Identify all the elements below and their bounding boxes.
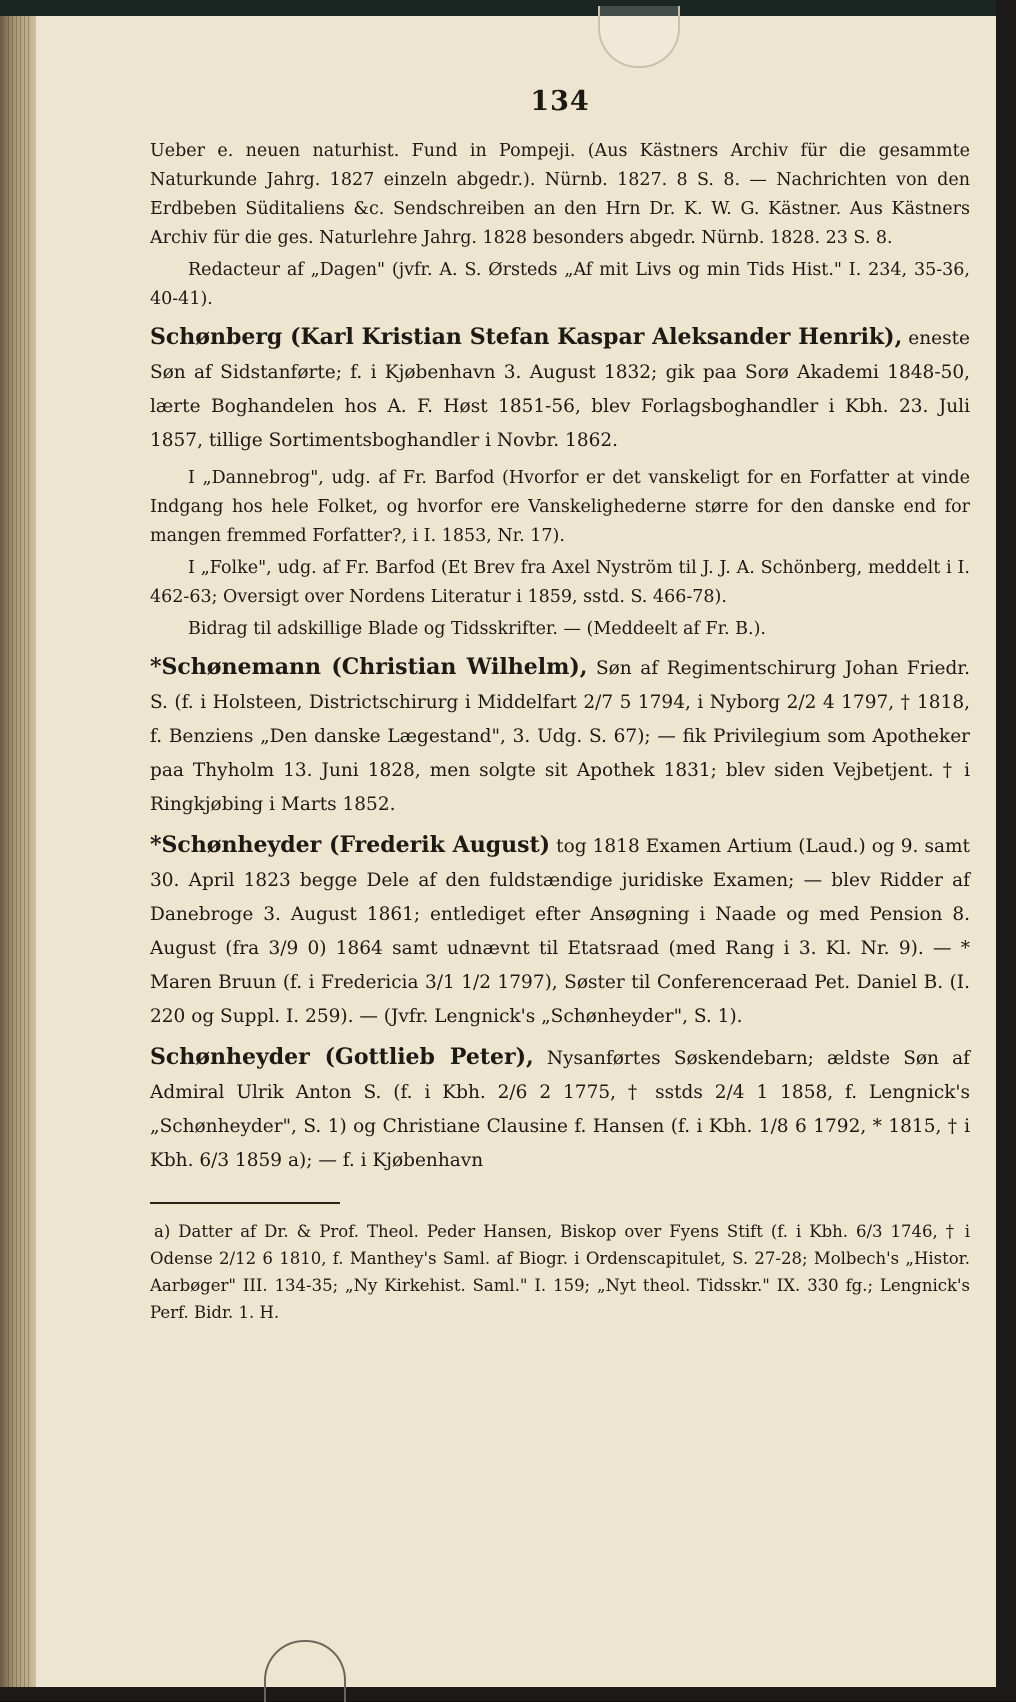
entry-name: Schønheyder (Gottlieb Peter), (150, 1044, 534, 1070)
entry-name: *Schønemann (Christian Wilhelm), (150, 654, 588, 680)
paragraph-folke: I „Folke", udg. af Fr. Barfod (Et Brev fra Axel Nyström til J. J. A. Schönberg, meddelt i I. 462-63; Oversigt over Nordens Literatur i 1859, sstd. S. 466-78). (150, 558, 970, 607)
entry-text: Søn af Regimentschirurg Johan Friedr. S. (f. i Holsteen, Districtschirurg i Middelfart 2/7 5 1794, i Nyborg 2/2 4 1797, † 1818, f. Benziens „Den danske Lægestand", 3. Udg. S. 67); — fik Privilegium som Apotheker paa Thyholm 13. Juni 1828, men solgte sit Apothek 1831; blev siden Vejbetjent. † i Ringkjøbing i Marts 1852. (150, 658, 970, 815)
entry-schonheyder-gottlieb (150, 1040, 970, 1178)
entry-schonemann (150, 650, 970, 822)
entry-name: Schønberg (Karl Kristian Stefan Kaspar Aleksander Henrik), (150, 324, 903, 350)
scan-top-edge (0, 0, 1016, 16)
page-number: 134 (530, 86, 590, 117)
paragraph-pompeji: Ueber e. neuen naturhist. Fund in Pompeji. (Aus Kästners Archiv für die gesammte Naturkunde Jahrg. 1827 einzeln abgedr.). Nürnb. 1827. 8 S. 8. — Nachrichten von den Erdbeben Süditaliens &c. Sendschreiben an den Hrn Dr. K. W. G. Kästner. Aus Kästners Archiv für die ges. Naturlehre Jahrg. 1828 besonders abgedr. Nürnb. 1828. 23 S. 8. (150, 141, 970, 248)
page-content (150, 86, 970, 1326)
entry-text: Nysanførtes Søskendebarn; ældste Søn af Admiral Ulrik Anton S. (f. i Kbh. 2/6 2 1775, † sstds 2/4 1 1858, f. Lengnick's „Schønheyder", S. 1) og Christiane Clausine f. Hansen (f. i Kbh. 1/8 6 1792, * 1815, † i Kbh. 6/3 1859 a); — f. i Kjøbenhavn (150, 1048, 971, 1171)
entry-schonberg (150, 320, 970, 458)
scan-right-edge (996, 0, 1016, 1701)
entry-text: tog 1818 Examen Artium (Laud.) og 9. samt 30. April 1823 begge Dele af den fuldstændige juridiske Examen; — blev Ridder af Danebroge 3. August 1861; entlediget efter Ansøgning i Naade og med Pension 8. August (fra 3/9 0) 1864 samt udnævnt til Etatsraad (med Rang i 3. Kl. Nr. 9). — * Maren Bruun (f. i Fredericia 3/1 1/2 1797), Søster til Conferenceraad Pet. Daniel B. (I. 220 og Suppl. I. 259). — (Jvfr. Lengnick's „Schønheyder", S. 1). (150, 836, 970, 1027)
book-spine (0, 0, 36, 1701)
page-clip-bottom (264, 1640, 346, 1702)
paragraph-redacteur: Redacteur af „Dagen" (jvfr. A. S. Ørsteds „Af mit Livs og min Tids Hist." I. 234, 35-36, 40-41). (150, 260, 970, 309)
page-clip-top (598, 6, 680, 68)
page-edges (8, 0, 30, 1701)
footnote: a) Datter af Dr. & Prof. Theol. Peder Hansen, Biskop over Fyens Stift (f. i Kbh. 6/3 1746, † i Odense 2/12 6 1810, f. Manthey's Saml. af Biogr. i Ordenscapitulet, S. 27-28; Molbech's „Histor. Aarbøger" III. 134-35; „Ny Kirkehist. Saml." I. 159; „Nyt theol. Tidsskr." IX. 330 fg.; Lengnick's Perf. Bidr. 1. H. (150, 1222, 970, 1322)
paragraph-dannebrog: I „Dannebrog", udg. af Fr. Barfod (Hvorfor er det vanskeligt for en Forfatter at vinde Indgang hos hele Folket, og hvorfor ere Vanskelighederne større for den danske end for mangen fremmed Forfatter?, i I. 1853, Nr. 17). (150, 468, 970, 546)
entry-schonheyder-frederik (150, 828, 970, 1034)
scan-bottom-edge (0, 1687, 1016, 1701)
paragraph-bidrag: Bidrag til adskillige Blade og Tidsskrifter. — (Meddeelt af Fr. B.). (188, 619, 766, 639)
entry-name: *Schønheyder (Frederik August) (150, 832, 551, 858)
footnote-divider (150, 1202, 340, 1204)
entry-text: eneste Søn af Sidstanførte; f. i Kjøbenhavn 3. August 1832; gik paa Sorø Akademi 1848-50, lærte Boghandelen hos A. F. Høst 1851-56, blev Forlagsboghandler i Kbh. 23. Juli 1857, tillige Sortimentsboghandler i Novbr. 1862. (150, 328, 970, 451)
